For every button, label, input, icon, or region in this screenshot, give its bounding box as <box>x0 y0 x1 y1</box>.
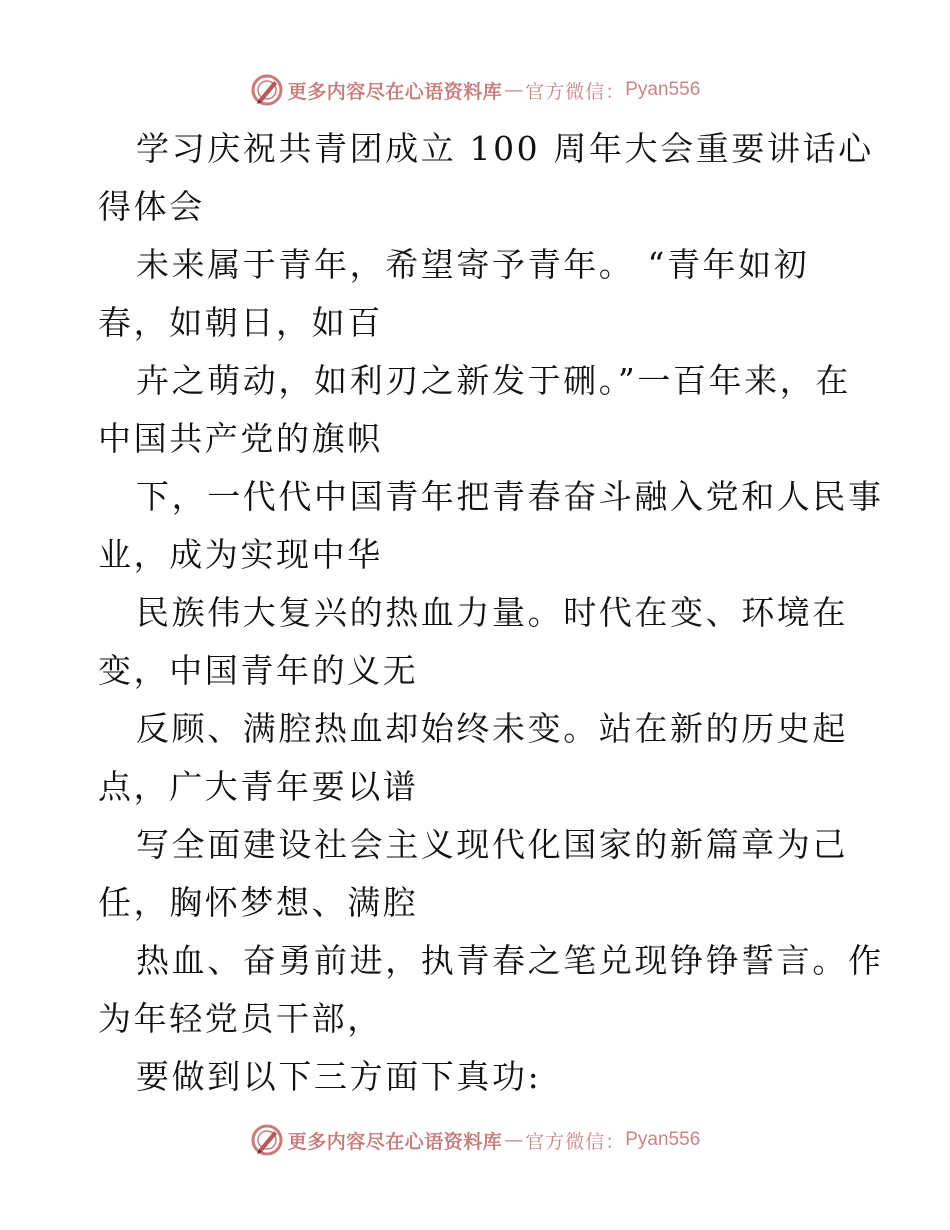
text-line: 热血、奋勇前进，执青春之笔兑现铮铮誓言。作 <box>136 941 884 980</box>
text-line: 业，成为实现中华 <box>98 535 383 574</box>
watermark-id: Pyan556 <box>625 79 701 100</box>
watermark-main-text: 更多内容尽在心语资料库 <box>287 1130 503 1153</box>
text-line: 下，一代代中国青年把青春奋斗融入党和人民事 <box>136 477 884 516</box>
text-line: 未来属于青年，希望寄予青年。 “青年如初 <box>136 245 810 284</box>
text-line: 写全面建设社会主义现代化国家的新篇章为己 <box>136 825 848 864</box>
text-line: 点，广大青年要以谱 <box>98 767 419 806</box>
header-watermark <box>0 70 950 110</box>
text-line: 要做到以下三方面下真功: <box>136 1057 542 1096</box>
text-line: 春，如朝日，如百 <box>98 303 383 342</box>
text-line: 反顾、满腔热血却始终未变。站在新的历史起 <box>136 709 848 748</box>
text-line: 得体会 <box>98 187 205 226</box>
pen-logo-icon <box>250 73 284 107</box>
text-line: 学习庆祝共青团成立 100 周年大会重要讲话心 <box>136 129 874 168</box>
document-body <box>98 120 884 1106</box>
watermark-id: Pyan556 <box>625 1129 701 1150</box>
text-line: 卉之萌动，如利刃之新发于硎。”一百年来，在 <box>136 361 851 400</box>
text-line: 变，中国青年的义无 <box>98 651 419 690</box>
text-line: 中国共产党的旗帜 <box>98 419 383 458</box>
text-line: 任，胸怀梦想、满腔 <box>98 883 419 922</box>
watermark-side-text: 官方微信： <box>525 1130 626 1153</box>
footer-watermark <box>0 1120 950 1160</box>
text-line: 民族伟大复兴的热血力量。时代在变、环境在 <box>136 593 848 632</box>
text-line: 为年轻党员干部， <box>98 999 383 1038</box>
watermark-side-text: 官方微信： <box>525 80 626 103</box>
pen-logo-icon <box>250 1123 284 1157</box>
watermark-main-text: 更多内容尽在心语资料库 <box>287 80 503 103</box>
watermark-dash: — <box>504 79 524 101</box>
watermark-dash: — <box>504 1129 524 1151</box>
